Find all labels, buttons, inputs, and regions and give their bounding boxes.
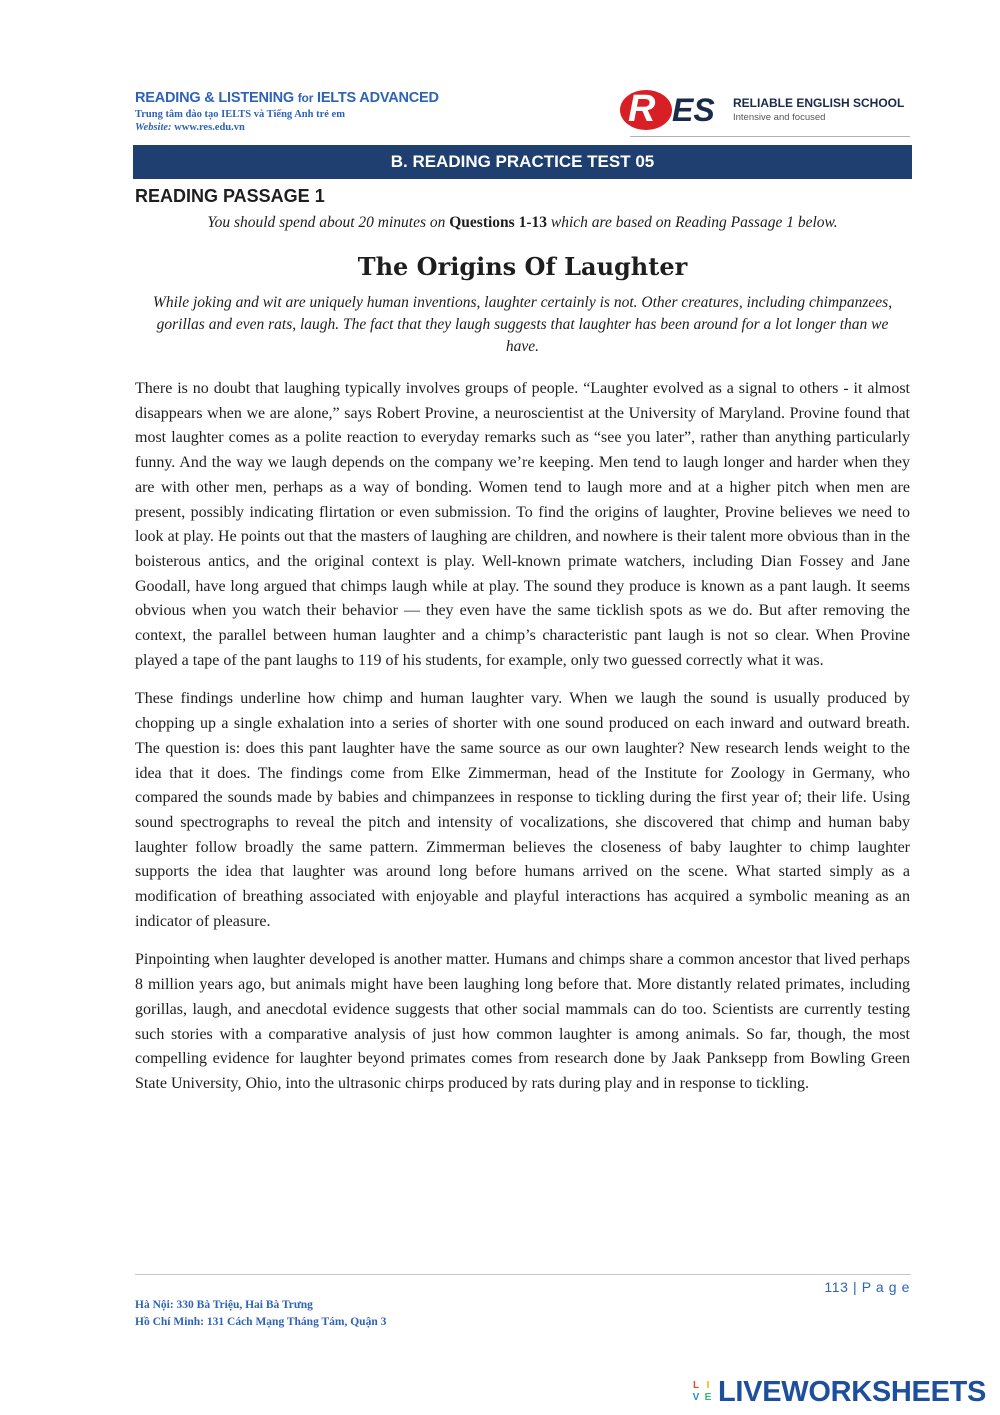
header-divider <box>630 136 910 137</box>
questions-range: Questions 1-13 <box>449 214 547 231</box>
section-banner: B. READING PRACTICE TEST 05 <box>133 145 912 179</box>
footer-divider <box>135 1274 911 1275</box>
passage-body <box>135 377 910 1111</box>
liveworksheets-text: LIVEWORKSHEETS <box>718 1376 987 1408</box>
course-title: READING & LISTENING for IELTS ADVANCED <box>135 90 439 106</box>
school-name: RELIABLE ENGLISH SCHOOL <box>733 96 905 110</box>
liveworksheets-brand <box>690 1376 990 1408</box>
liveworksheets-logo-icon <box>690 1380 714 1404</box>
paragraph-1: There is no doubt that laughing typically involves groups of people. “Laughter evolved as a signal to others - it almost disappears when we are alone,” says Robert Provine, a neuroscientist at the University of Maryland. Provine found that most laughter comes as a polite reaction to everyday remarks such as “see you later”, rather than anything particularly funny. And the way we laugh depends on the company we’re keeping. Men tend to laugh longer and harder when they are with other men, perhaps as a way of bonding. Women tend to laugh more and at a higher pitch when men are present, possibly indicating flirtation or even submission. To find the origins of laughter, Provine believes we need to look at play. He points out that the masters of laughing are children, and nowhere is their talent more obvious than in the boisterous antics, and the original context is play. Well-known primate watchers, including Dian Fossey and Jane Goodall, have long argued that chimps laugh while at play. The sound they produce is known as a pant laugh. It seems obvious when you watch their behavior — they even have the same ticklish spots as we do. But after removing the context, the parallel between human laughter and a chimp’s characteristic pant laugh is not so clear. When Provine played a tape of the pant laughs to 119 of his students, for example, only two guessed correctly what it was. <box>135 380 910 669</box>
logo-es-letters: ES <box>672 92 715 128</box>
instruction: You should spend about 20 minutes on Questions 1-13 which are based on Reading Passage 1 below. <box>207 214 838 231</box>
course-header <box>135 90 555 133</box>
passage-label: READING PASSAGE 1 <box>135 186 325 206</box>
center-name: Trung tâm đào tạo IELTS và Tiếng Anh trẻ em <box>135 109 345 120</box>
address-hanoi: Hà Nội: 330 Bà Triệu, Hai Bà Trưng <box>135 1299 313 1311</box>
paragraph-2: These findings underline how chimp and human laughter vary. When we laugh the sound is usually produced by chopping up a single exhalation into a series of shorter with one sound produced on each inward and outward breath. The question is: does this pant laughter have the same source as our own laughter? New research lends weight to the idea that it does. The findings come from Elke Zimmerman, head of the Institute for Zoology in Germany, who compared the sounds made by babies and chimpanzees in response to tickling during the first year of; their life. Using sound spectrographs to reveal the pitch and intensity of vocalizations, she discovered that chimp and human baby laughter follow broadly the same pattern. Zimmerman believes the closeness of baby laughter to chimp laughter supports the idea that laughter was around long before humans arrived on the scene. What started simply as a modification of breathing associated with enjoyable and playful interactions has acquired a symbolic meaning as an indicator of pleasure. <box>135 690 910 930</box>
passage-subtitle: While joking and wit are uniquely human inventions, laughter certainly is not. Other creatures, including chimpanzees, gorillas and even rats, laugh. The fact that they laugh suggests that laughter has been around for a lot longer than we have. <box>152 294 893 355</box>
brand-grid-letter: V <box>692 1392 700 1403</box>
brand-grid-letter: I <box>706 1380 710 1391</box>
brand-grid-letter: E <box>704 1392 712 1403</box>
brand-grid-letter: L <box>692 1380 700 1391</box>
passage-title: The Origins Of Laughter <box>357 252 688 281</box>
school-logo <box>620 90 910 130</box>
paragraph-3: Pinpointing when laughter developed is another matter. Humans and chimps share a common ancestor that lived perhaps 8 million years ago, but animals might have been laughing long before that. More distantly related primates, including gorillas, laugh, and anecdotal evidence suggests that other social mammals can do too. Scientists are currently testing such stories with a comparative analysis of just how common laughter is among animals. So far, though, the most compelling evidence for laughter beyond primates comes from research done by Jaak Panksepp from Bowling Green State University, Ohio, into the ultrasonic chirps produced by rats during play and in response to tickling. <box>135 951 910 1092</box>
address-hcm: Hồ Chí Minh: 131 Cách Mạng Tháng Tám, Quận 3 <box>135 1316 387 1328</box>
website: Website: www.res.edu.vn <box>135 122 245 133</box>
school-tagline: Intensive and focused <box>733 112 826 123</box>
page-number: 113 | P a g e <box>824 1279 910 1295</box>
logo-r-letter: R <box>628 88 656 130</box>
